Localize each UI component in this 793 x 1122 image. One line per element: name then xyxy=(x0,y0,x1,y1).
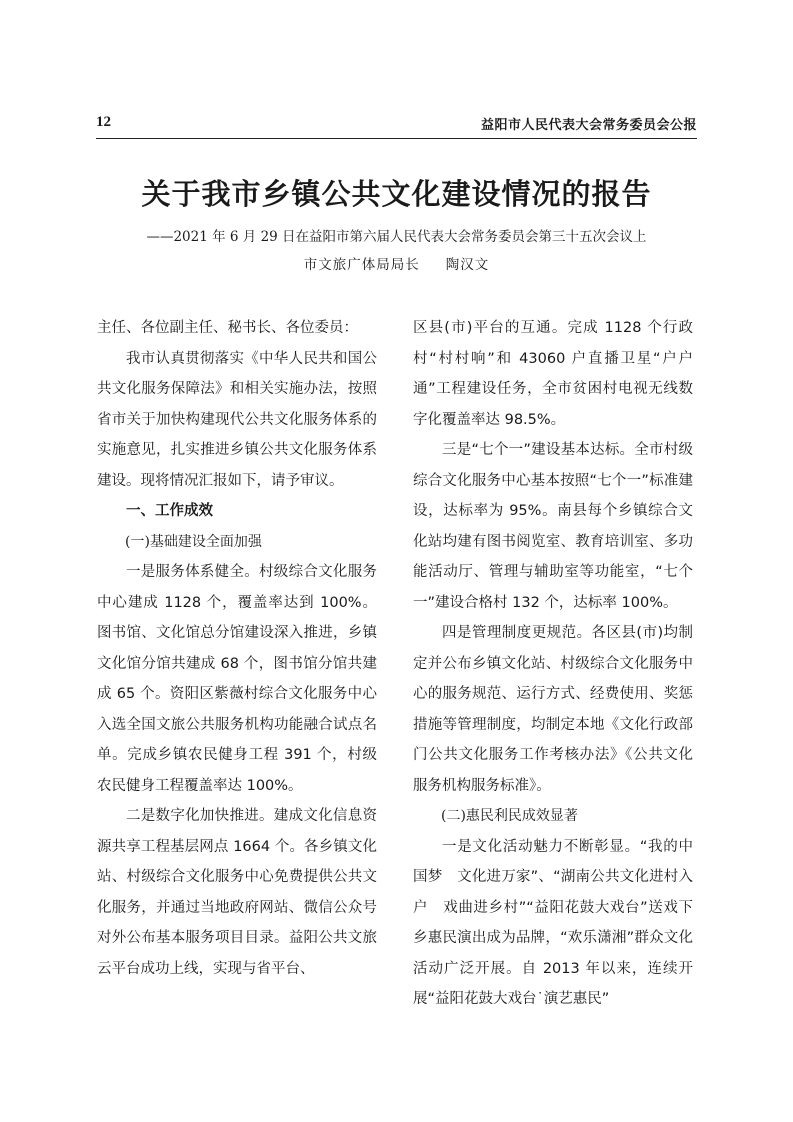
author-line xyxy=(96,255,697,275)
subsection-heading: (一)基础建设全面加强 xyxy=(125,533,262,550)
body-paragraph: 一是文化活动魅力不断彰显。“我的中国梦 文化进万家”、“湖南公共文化进村入户 戏曲进乡村”“益阳花鼓大戏台”送戏下乡惠民演出成为品牌，“欢乐潇湘”群众文化活动广泛开展。自 2013 年以来，连续开展“益阳花鼓大戏台˙演艺惠民” xyxy=(413,838,693,1007)
intro-paragraph: 我市认真贯彻落实《中华人民共和国公共文化服务保障法》和相关实施办法，按照省市关于加快构建现代公共文化服务体系的实施意见，扎实推进乡镇公共文化服务体系建设。现将情况汇报如下，请予审议。 xyxy=(97,350,377,489)
journal-name: 益阳市人民代表大会常务委员会公报 xyxy=(480,118,697,133)
article-subtitle: ——2021 年 6 月 29 日在益阳市第六届人民代表大会常务委员会第三十五次会议上 xyxy=(146,229,647,245)
header-divider xyxy=(96,138,697,139)
author-title: 市文旅广体局局长 xyxy=(303,257,420,273)
body-paragraph: 三是“七个一”建设基本达标。全市村级综合文化服务中心基本按照“七个一”标准建设，达标率为 95%。南县每个乡镇综合文化站均建有图书阅览室、教育培训室、多功能活动厅、管理与辅助室等功能室，“七个一”建设合格村 132 个，达标率 100%。 xyxy=(413,442,693,611)
author-name: 陶汉文 xyxy=(445,257,490,273)
body-paragraph-continued: 区县(市)平台的互通。完成 1128 个行政村“村村响”和 43060 户直播卫星“户户通”工程建设任务，全市贫困村电视无线数字化覆盖率达 98.5%。 xyxy=(413,320,693,428)
left-column xyxy=(97,313,377,984)
article-title: 关于我市乡镇公共文化建设情况的报告 xyxy=(141,177,652,211)
body-paragraph: 四是管理制度更规范。各区县(市)均制定并公布乡镇文化站、村级综合文化服务中心的服务规范、运行方式、经费使用、奖惩措施等管理制度，均制定本地《文化行政部门公共文化服务工作考核办法》《公共文化服务机构服务标准》。 xyxy=(413,625,693,794)
page-number: 12 xyxy=(96,114,111,130)
page-header xyxy=(96,114,697,136)
body-paragraph: 二是数字化加快推进。建成文化信息资源共享工程基层网点 1664 个。各乡镇文化站、村级综合文化服务中心免费提供公共文化服务，并通过当地政府网站、微信公众号对外公布基本服务项目目录。益阳公共文旅云平台成功上线，实现与省平台、 xyxy=(97,808,377,977)
subsection-heading: (二)惠民利民成效显著 xyxy=(441,808,578,824)
body-paragraph: 一是服务体系健全。村级综合文化服务中心建成 1128 个，覆盖率达到 100%。图书馆、文化馆总分馆建设深入推进，乡镇文化馆分馆共建成 68 个，图书馆分馆共建成 65 个。资阳区紫薇村综合文化服务中心入选全国文旅公共服务机构功能融合试点名单。完成乡镇农民健身工程 391 个，村级农民健身工程覆盖率达 100%。 xyxy=(97,564,377,794)
salutation: 主任、各位副主任、秘书长、各位委员： xyxy=(97,320,358,336)
right-column xyxy=(413,313,693,1015)
section-heading: 一、工作成效 xyxy=(126,503,213,519)
